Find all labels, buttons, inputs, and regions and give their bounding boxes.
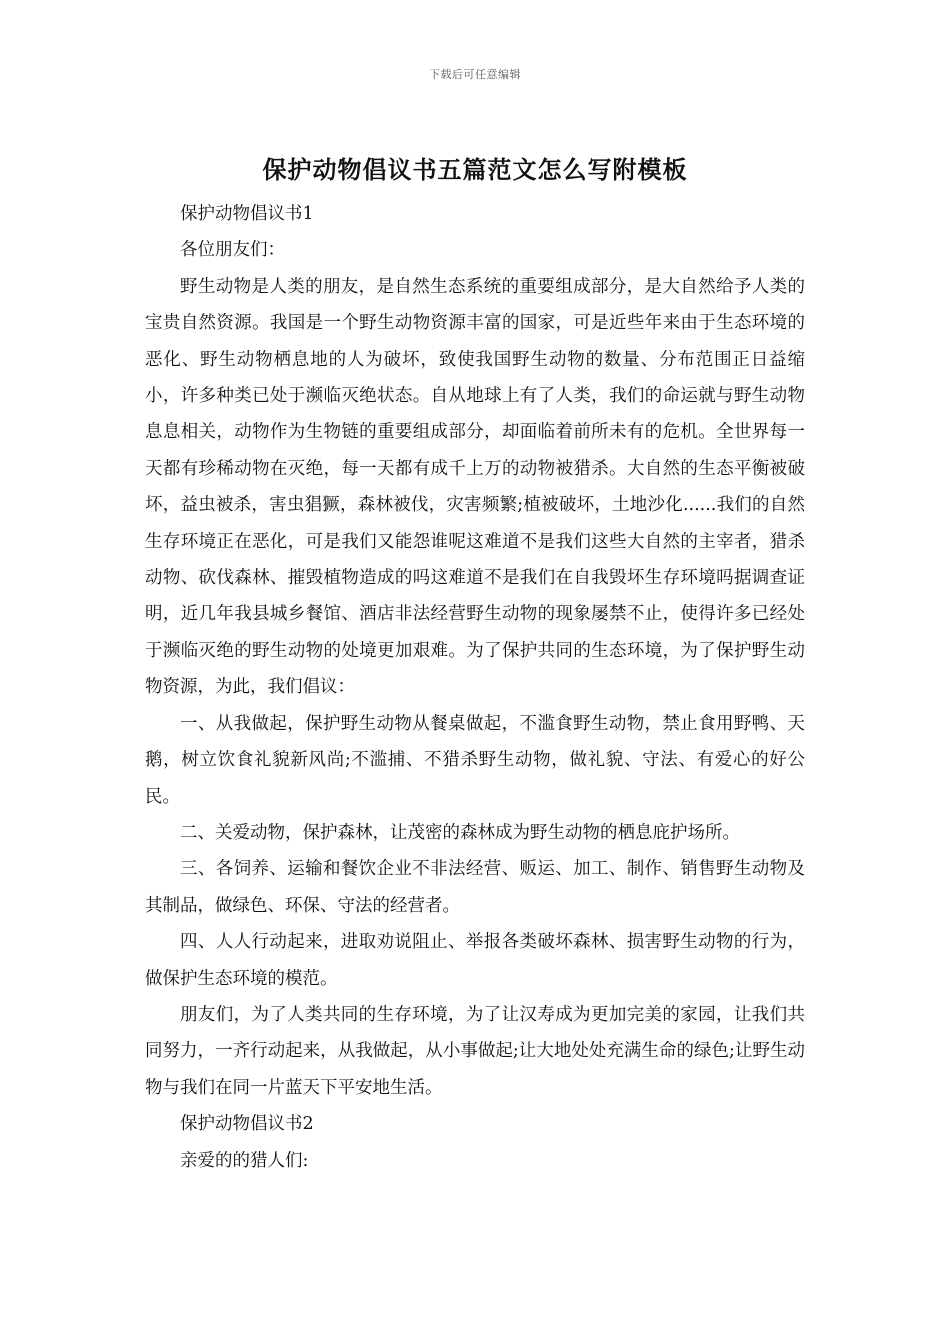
section-heading-1: 保护动物倡议书1 [180,204,314,224]
salutation-2: 亲爱的的猎人们: [180,1150,309,1171]
salutation: 各位朋友们： [180,240,285,261]
proposal-item-1: 一、从我做起，保护野生动物从餐桌做起，不滥食野生动物，禁止食用野鸭、天鹅，树立饮食礼貌新风尚;不滥捕、不猎杀野生动物，做礼貌、守法、有爱心的好公民。 [145,713,805,807]
document-title: 保护动物倡议书五篇范文怎么写附模板 [262,155,688,184]
closing-paragraph: 朋友们，为了人类共同的生存环境，为了让汉寿成为更加完美的家园，让我们共同努力，一齐行动起来，从我做起，从小事做起;让大地处处充满生命的绿色;让野生动物与我们在同一片蓝天下平安地生活。 [145,1004,805,1098]
proposal-item-3: 三、各饲养、运输和餐饮企业不非法经营、贩运、加工、制作、销售野生动物及其制品，做绿色、环保、守法的经营者。 [145,859,805,916]
proposal-item-2: 二、关爱动物，保护森林，让茂密的森林成为野生动物的栖息庇护场所。 [180,822,740,843]
document-body [145,196,805,1179]
proposal-item-4: 四、人人行动起来，进取劝说阻止、举报各类破坏森林、损害野生动物的行为，做保护生态环境的模范。 [145,932,805,989]
section-heading-2: 保护动物倡议书2 [180,1114,314,1135]
body-paragraph: 野生动物是人类的朋友，是自然生态系统的重要组成部分，是大自然给予人类的宝贵自然资源。我国是一个野生动物资源丰富的国家，可是近些年来由于生态环境的恶化、野生动物栖息地的人为破坏，致使我国野生动物的数量、分布范围正日益缩小，许多种类已处于濒临灭绝状态。自从地球上有了人类，我们的命运就与野生动物息息相关，动物作为生物链的重要组成部分，却面临着前所未有的危机。全世界每一天都有珍稀动物在灭绝，每一天都有成千上万的动物被猎杀。大自然的生态平衡被破坏，益虫被杀，害虫猖獗，森林被伐，灾害频繁;植被破坏，土地沙化......我们的自然生存环境正在恶化，可是我们又能怨谁呢这难道不是我们这些大自然的主宰者，猎杀动物、砍伐森林、摧毁植物造成的吗这难道不是我们在自我毁坏生存环境吗据调查证明，近几年我县城乡餐馆、酒店非法经营野生动物的现象屡禁不止，使得许多已经处于濒临灭绝的野生动物的处境更加艰难。为了保护共同的生态环境，为了保护野生动物资源，为此，我们倡议： [145,276,805,698]
page-header: 下载后可任意编辑 [429,68,521,81]
